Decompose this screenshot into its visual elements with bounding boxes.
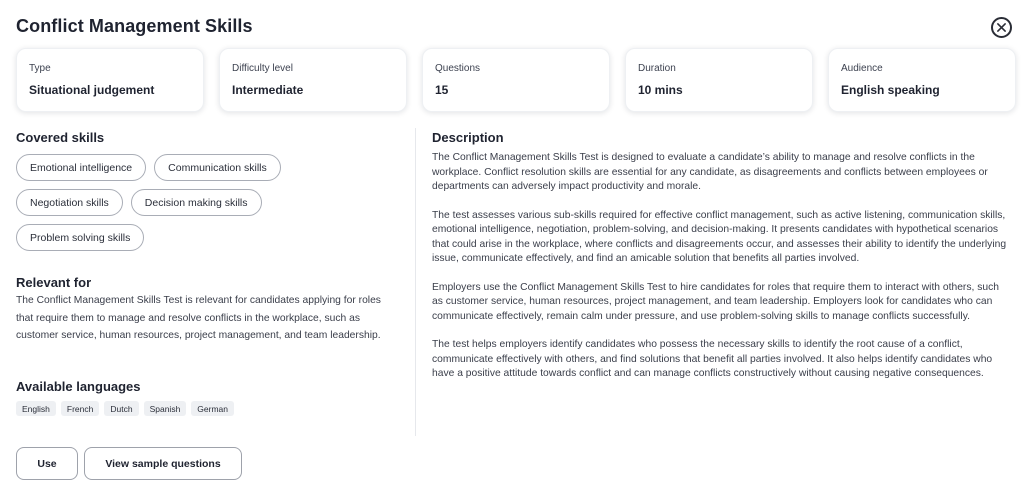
info-card-label: Difficulty level — [232, 63, 293, 74]
view-sample-questions-button[interactable]: View sample questions — [84, 447, 242, 480]
relevant-for-text: The Conflict Management Skills Test is relevant for candidates applying for roles that require them to manage and resolve conflicts in the workplace, such as customer service, human resources, project management, and team leadership. — [16, 295, 381, 341]
info-card-type — [16, 48, 204, 112]
close-icon — [997, 23, 1006, 32]
info-card-value: 15 — [435, 83, 449, 97]
language-tag: Dutch — [104, 401, 138, 416]
info-cards — [16, 48, 1016, 112]
description-paragraph: The test assesses various sub-skills required for effective conflict management, such as active listening, communication skills, emotional intelligence, negotiation, problem-solving, and decision-making. It presents candidates with hypothetical scenarios that could arise in the workplace, where conflicts and disagreements occur, and assesses their ability to identify the underlying issue, communicate effectively, and find an amicable solution that benefits all parties involved. — [432, 209, 1007, 264]
info-card-label: Duration — [638, 63, 676, 74]
info-card-audience — [828, 48, 1016, 112]
description-body — [432, 151, 1012, 396]
skill-chip: Communication skills — [154, 154, 281, 181]
language-tag: German — [191, 401, 234, 416]
skill-chip: Emotional intelligence — [16, 154, 146, 181]
info-card-questions — [422, 48, 610, 112]
close-button[interactable] — [991, 17, 1012, 38]
info-card-label: Audience — [841, 63, 883, 74]
page-title: Conflict Management Skills — [16, 16, 253, 36]
description-paragraph: Employers use the Conflict Management Skills Test to hire candidates for roles that require them to interact with others, such as customer service, human resources, project management, and team leadership. Employers look for candidates who can communicate effectively, remain calm under pressure, and use problem-solving skills to manage conflicts successfully. — [432, 281, 999, 322]
use-button[interactable]: Use — [16, 447, 78, 480]
description-paragraph: The test helps employers identify candidates who possess the necessary skills to identify the root cause of a conflict, communicate effectively with others, and find solutions that benefit all parties involved. It also helps identify candidates who have a positive attitude towards conflict and can manage conflicts constructively without causing negative consequences. — [432, 339, 993, 379]
column-divider — [415, 128, 416, 436]
languages-heading: Available languages — [16, 379, 141, 394]
description-heading: Description — [432, 130, 504, 145]
skill-chip: Decision making skills — [131, 189, 262, 216]
languages-list — [16, 401, 234, 416]
info-card-value: English speaking — [841, 83, 940, 97]
info-card-difficulty — [219, 48, 407, 112]
relevant-for-heading: Relevant for — [16, 275, 92, 290]
skill-chip: Problem solving skills — [16, 224, 144, 251]
language-tag: English — [16, 401, 56, 416]
covered-skills-heading: Covered skills — [16, 130, 105, 145]
description-paragraph: The Conflict Management Skills Test is designed to evaluate a candidate’s ability to manage and resolve conflicts in the workplace. Conflict resolution skills are essential for any candidate, as disagreements and conflicts between employees or departments can adversely impact productivity and morale. — [432, 152, 988, 192]
skill-chip: Negotiation skills — [16, 189, 123, 216]
language-tag: French — [61, 401, 99, 416]
info-card-duration — [625, 48, 813, 112]
info-card-value: Intermediate — [232, 83, 304, 97]
info-card-label: Questions — [435, 63, 481, 74]
info-card-value: Situational judgement — [29, 83, 155, 97]
covered-skills-list — [16, 154, 396, 259]
info-card-label: Type — [29, 63, 51, 74]
language-tag: Spanish — [144, 401, 187, 416]
info-card-value: 10 mins — [638, 83, 683, 97]
